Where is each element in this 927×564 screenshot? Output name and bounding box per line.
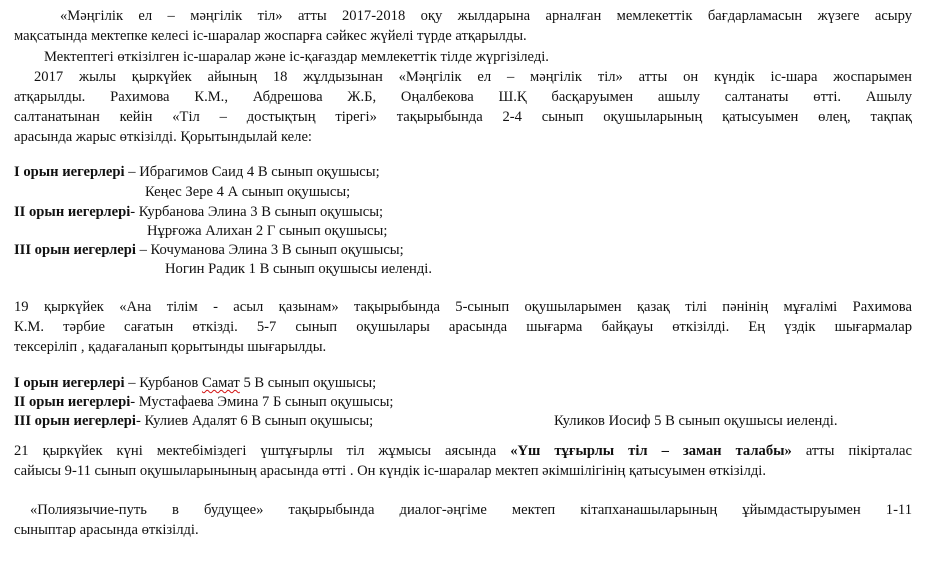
intro-line-2: мақсатында мектепке келесі іс-шаралар жоспарға сәйкес жүйелі түрде атқарылды.	[14, 28, 527, 44]
para-5-line-1: 21 қыркүйек күні мектебіміздегі үштұғырлы тіл жұмысы аясында «Үш тұғырлы тіл – заман талабы» атты пікірталас	[14, 443, 912, 459]
third-place-label: ІІІ орын иегерлері	[14, 413, 136, 429]
third-place-winner: - Кулиев Адалят 6 В сынып оқушысы;	[135, 413, 374, 429]
para-3-line-1: 2017 жылы қыркүйек айының 18 жұлдызынан «Мәңгілік ел – мәңгілік тіл» атты он күндік іс-шара жоспарымен	[34, 69, 912, 85]
second-place-label: ІІ орын иегерлері	[14, 204, 131, 220]
first-place-winner: – Ибрагимов Саид 4 В сынып оқушысы;	[124, 164, 380, 180]
event-title-bold: «Үш тұғырлы тіл – заман талабы»	[510, 443, 792, 459]
winners-1-third	[14, 240, 912, 260]
winners-2-second	[14, 392, 912, 412]
second-place-winner: - Мустафаева Эмина 7 Б сынып оқушысы;	[130, 394, 394, 410]
para-2: Мектептегі өткізілген іс-шаралар және іс-қағаздар мемлекеттік тілде жүргізіледі.	[44, 49, 549, 65]
para-3-line-2: атқарылды. Рахимова К.М., Абдрешова Ж.Б, Оңалбекова Ш.Қ басқаруымен ашылу салтанаты өтті. Ашылу	[14, 89, 912, 105]
third-place-label: ІІІ орын иегерлері	[14, 242, 136, 258]
winners-2-first: І орын иегерлері – Курбанов Самат 5 В сынып оқушысы;	[14, 375, 377, 391]
para-6-line-2: сыныптар арасында өткізілді.	[14, 522, 199, 538]
winners-1-second-second: Нұрғожа Алихан 2 Г сынып оқушысы;	[147, 223, 388, 239]
para-4-line-2: К.М. тәрбие сағатын өткізді. 5-7 сынып оқушылары арасында шығарма байқауы өткізілді. Ең үздік шығармалар	[14, 319, 912, 335]
second-place-label: ІІ орын иегерлері	[14, 394, 131, 410]
winners-2-third-extra: Куликов Иосиф 5 В сынып оқушысы иеленді.	[554, 413, 838, 429]
first-place-label: І орын иегерлері	[14, 375, 125, 391]
intro-line-1: «Мәңгілік ел – мәңгілік тіл» атты 2017-2018 оқу жылдарына арналған мемлекеттік бағдарламасын жүзеге асыру	[60, 8, 912, 24]
para-5-line-2: сайысы 9-11 сынып оқушыларынының арасында өтті . Он күндік іс-шаралар мектеп әкімшілігінің қатысуымен өткізілді.	[14, 463, 766, 479]
winners-1-third-second: Ногин Радик 1 В сынып оқушысы иеленді.	[165, 261, 432, 277]
second-place-winner: - Курбанова Элина 3 В сынып оқушысы;	[130, 204, 384, 220]
winners-1-first	[14, 162, 912, 182]
para-3-line-4: арасында жарыс өткізілді. Қорытындылай келе:	[14, 129, 312, 145]
first-place-label: І орын иегерлері	[14, 164, 125, 180]
third-place-winner: – Кочуманова Элина 3 В сынып оқушысы;	[135, 242, 404, 258]
para-4-line-3: тексеріліп , қадағаланып қорытынды шығарылды.	[14, 339, 327, 355]
winners-1-first-second: Кеңес Зере 4 А сынып оқушысы;	[145, 184, 351, 200]
spellcheck-underlined-word: Самат	[201, 375, 240, 391]
para-4-line-1: 19 қыркүйек «Ана тілім - асыл қазынам» тақырыбында 5-сынып оқушыларымен қазақ тілі пәнінің мұғалімі Рахимова	[14, 299, 912, 315]
para-6-line-1: «Полиязычие-путь в будущее» тақырыбында диалог-әңгіме мектеп кітапханашыларының ұйымдастыруымен 1-11	[30, 502, 912, 518]
winners-1-second	[14, 202, 912, 222]
para-3-line-3: салтанатынан кейін «Тіл – достықтың тірегі» тақырыбында 2-4 сынып оқушыларының қатысуымен өлең, тақпақ	[14, 109, 912, 125]
